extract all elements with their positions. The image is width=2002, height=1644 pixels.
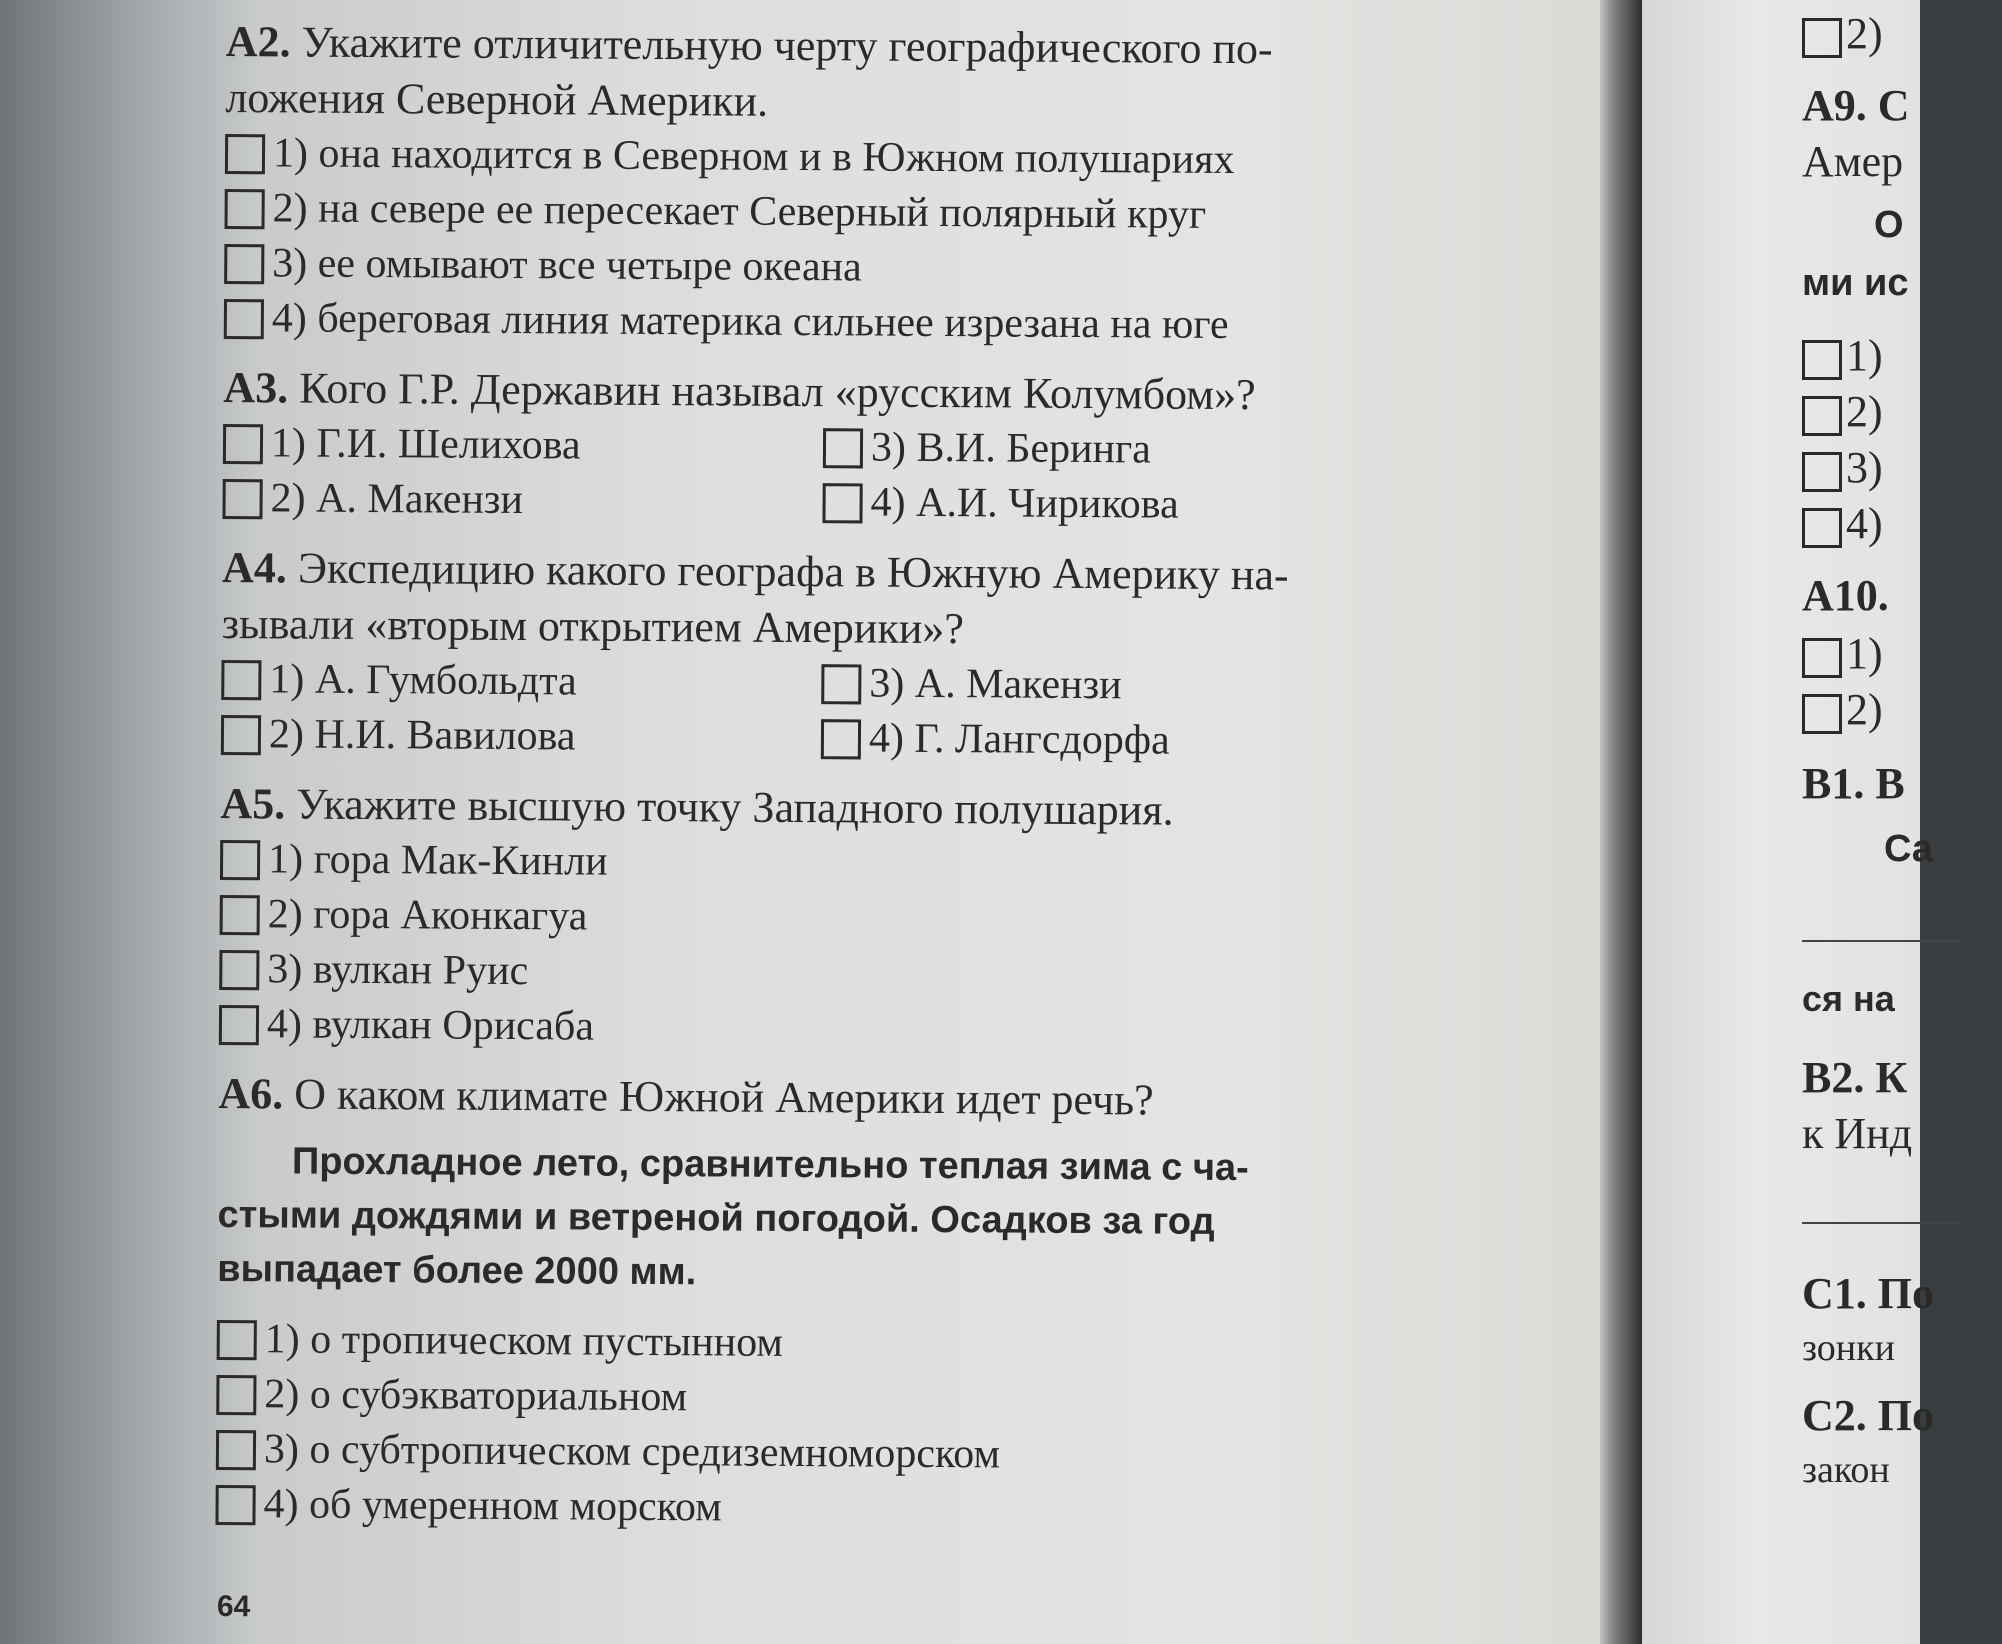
- right-item: О: [1874, 204, 1904, 246]
- option-label: 3) ее омывают все четыре океана: [272, 240, 862, 291]
- question-a2: [224, 14, 1466, 355]
- question-a2-text: [226, 14, 1466, 79]
- checkbox[interactable]: [1802, 340, 1842, 380]
- checkbox[interactable]: [225, 188, 265, 228]
- answer-option[interactable]: [220, 832, 1460, 896]
- answer-option[interactable]: [823, 420, 1423, 479]
- option-label: 2) гора Аконкагуа: [267, 891, 588, 940]
- checkbox[interactable]: [821, 664, 861, 704]
- question-number: А6.: [218, 1068, 284, 1119]
- checkbox[interactable]: [224, 298, 264, 338]
- question-a6-text: [218, 1066, 1458, 1131]
- checkbox[interactable]: [1802, 18, 1842, 58]
- checkbox[interactable]: [1802, 452, 1842, 492]
- answer-option[interactable]: [220, 887, 1460, 951]
- right-item: С1. По: [1802, 1269, 1934, 1318]
- option-label: 1) Г.И. Шелихова: [270, 420, 581, 469]
- answer-option[interactable]: [216, 1422, 1456, 1486]
- question-text: Укажите отличительную черту географического по-: [290, 17, 1273, 74]
- option-label: 3) А. Макензи: [869, 660, 1122, 709]
- answer-option[interactable]: [822, 475, 1422, 534]
- option-label: 4) Г. Лангсдорфа: [868, 715, 1170, 764]
- right-item: 3): [1802, 442, 1883, 493]
- answer-option[interactable]: [219, 942, 1459, 1006]
- checkbox[interactable]: [1802, 508, 1842, 548]
- question-a4-text-line2: зывали «вторым открытием Америки»?: [221, 598, 965, 654]
- question-number: А4.: [221, 542, 288, 593]
- checkbox[interactable]: [223, 423, 263, 463]
- checkbox[interactable]: [1802, 638, 1842, 678]
- checkbox[interactable]: [823, 428, 863, 468]
- right-page-text: [1802, 0, 2002, 1644]
- right-item: В2. К: [1802, 1053, 1908, 1102]
- checkbox[interactable]: [222, 478, 262, 518]
- right-item: 2): [1802, 8, 1883, 59]
- question-text: Экспедицию какого географа в Южную Америку на-: [286, 543, 1289, 600]
- option-label: 3) вулкан Руис: [267, 946, 529, 995]
- question-number: А2.: [225, 16, 291, 67]
- question-a3-text: [223, 360, 1463, 425]
- climate-description: [217, 1134, 1458, 1305]
- right-item: А10.: [1802, 571, 1889, 620]
- question-text: Кого Г.Р. Державин называл «русским Колумбом»?: [288, 363, 1256, 420]
- right-item: 4): [1802, 498, 1883, 549]
- option-label: 4) береговая линия материка сильнее изрезана на юге: [271, 295, 1229, 349]
- checkbox[interactable]: [822, 483, 862, 523]
- right-item: 2): [1802, 386, 1883, 437]
- answer-option[interactable]: [224, 181, 1464, 245]
- option-label: 2) о субэкваториальном: [264, 1371, 688, 1421]
- book-spine: [1600, 0, 1642, 1644]
- answer-option[interactable]: [821, 711, 1421, 770]
- answer-option[interactable]: [221, 652, 821, 711]
- paragraph-line: [218, 1134, 1458, 1197]
- question-text: О каком климате Южной Америки идет речь?: [283, 1069, 1154, 1125]
- checkbox[interactable]: [219, 949, 259, 989]
- options-grid: [222, 416, 1463, 535]
- checkbox[interactable]: [1802, 396, 1842, 436]
- options-grid: [221, 652, 1462, 771]
- answer-option[interactable]: [219, 997, 1459, 1061]
- checkbox[interactable]: [219, 1004, 259, 1044]
- checkbox[interactable]: [217, 1319, 257, 1359]
- answer-line: [1802, 1222, 1962, 1224]
- answer-option[interactable]: [225, 126, 1465, 190]
- checkbox[interactable]: [220, 839, 260, 879]
- checkbox[interactable]: [224, 243, 264, 283]
- answer-option[interactable]: [221, 707, 821, 766]
- question-text: Укажите высшую точку Западного полушария.: [285, 779, 1174, 835]
- question-a2-text-line2: ложения Северной Америки.: [225, 72, 769, 126]
- option-label: 1) гора Мак-Кинли: [267, 836, 608, 885]
- option-label: 4) вулкан Орисаба: [266, 1001, 595, 1050]
- right-item: ми ис: [1802, 262, 1909, 304]
- answer-option[interactable]: [217, 1312, 1457, 1376]
- right-item: С2. По: [1802, 1391, 1934, 1440]
- answer-option[interactable]: [222, 471, 822, 530]
- option-label: 3) о субтропическом средиземноморском: [263, 1426, 1001, 1478]
- right-item: ся на: [1802, 978, 1895, 1019]
- answer-option[interactable]: [216, 1367, 1456, 1431]
- question-a5: [219, 776, 1461, 1061]
- option-label: 1) А. Гумбольдта: [269, 656, 577, 705]
- answer-option[interactable]: [215, 1477, 1455, 1541]
- option-label: 2) А. Макензи: [270, 475, 524, 524]
- checkbox[interactable]: [225, 133, 265, 173]
- option-label: 1) она находится в Северном и в Южном полушариях: [272, 130, 1235, 184]
- question-a5-text: [220, 776, 1460, 841]
- right-item: 1): [1802, 628, 1883, 679]
- right-item: к Инд: [1802, 1109, 1913, 1158]
- answer-line: [1802, 940, 1962, 942]
- question-number: А5.: [220, 778, 286, 829]
- option-label: 2) Н.И. Вавилова: [268, 711, 576, 760]
- checkbox[interactable]: [216, 1429, 256, 1469]
- checkbox[interactable]: [821, 719, 861, 759]
- right-item: 2): [1802, 684, 1883, 735]
- page-number: 64: [216, 1589, 251, 1624]
- checkbox[interactable]: [1802, 694, 1842, 734]
- page-content: [215, 14, 1466, 1633]
- answer-option[interactable]: [821, 656, 1421, 715]
- answer-option[interactable]: [224, 291, 1464, 355]
- right-item: закон: [1802, 1449, 1890, 1491]
- checkbox[interactable]: [215, 1484, 255, 1524]
- option-label: 4) А.И. Чирикова: [870, 479, 1179, 528]
- right-item: В1. В: [1802, 759, 1905, 808]
- answer-option[interactable]: [224, 236, 1464, 300]
- answer-option[interactable]: [223, 416, 823, 475]
- question-a6: [215, 1066, 1458, 1541]
- question-a3: [222, 360, 1463, 535]
- question-number: А3.: [223, 362, 289, 413]
- question-a4: [221, 540, 1463, 771]
- option-label: 2) на севере ее пересекает Северный полярный круг: [272, 185, 1207, 238]
- paragraph-text: Прохладное лето, сравнительно теплая зима с ча-: [291, 1140, 1249, 1190]
- right-item: Амер: [1802, 137, 1904, 186]
- option-label: 3) В.И. Беринга: [870, 424, 1152, 473]
- checkbox[interactable]: [221, 714, 261, 754]
- right-item: А9. С: [1802, 81, 1910, 130]
- checkbox[interactable]: [221, 659, 261, 699]
- checkbox[interactable]: [216, 1374, 256, 1414]
- right-item: Са: [1884, 828, 1934, 870]
- option-label: 4) об умеренном морском: [263, 1481, 722, 1531]
- question-a4-text: [222, 540, 1462, 605]
- right-item: 1): [1802, 330, 1883, 381]
- checkbox[interactable]: [220, 894, 260, 934]
- right-page: [1642, 0, 1934, 1644]
- paragraph-line: стыми дождями и ветреной погодой. Осадков за год: [217, 1193, 1215, 1243]
- right-item: зонки: [1802, 1327, 1895, 1369]
- paragraph-line: выпадает более 2000 мм.: [217, 1247, 697, 1294]
- option-label: 1) о тропическом пустынном: [264, 1316, 784, 1366]
